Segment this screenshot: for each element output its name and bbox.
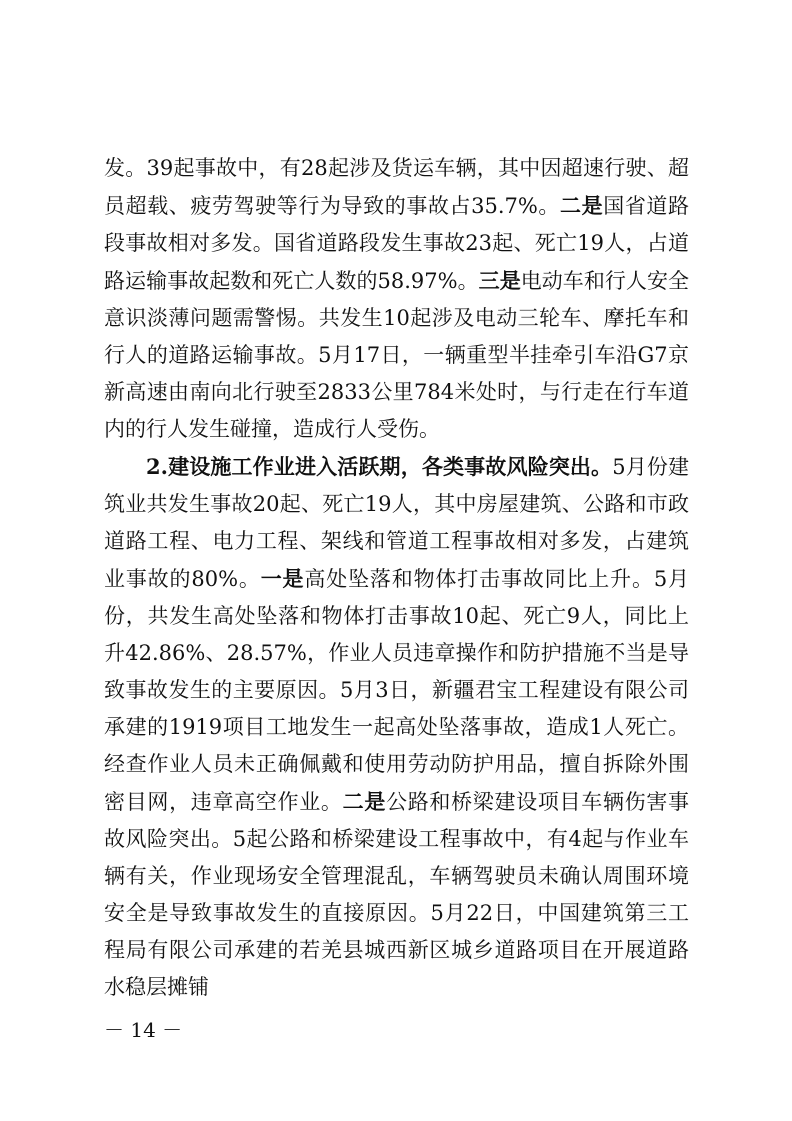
bold-marker-two: 二是 bbox=[342, 789, 387, 814]
text-segment: 电动车和行人安全意识淡薄问题需警惕。共发生10起涉及电动三轮车、摩托车和行人的道路运输事故。5月17日，一辆重型半挂牵引车沿G7京新高速由南向北行驶至2833公里784米处时，与行走在行车道内的行人发生碰撞，造成行人受伤。 bbox=[104, 269, 690, 441]
text-segment: 5月份建筑业共发生事故20起、死亡19人，其中房屋建筑、公路和市政道路工程、电力工程、架线和管道工程事故相对多发，占建筑业事故的80%。 bbox=[104, 455, 689, 591]
text-segment: 发。39起事故中，有28起涉及货运车辆，其中因超速行驶、超员超载、疲劳驾驶等行为导致的事故占35.7%。 bbox=[104, 156, 689, 218]
text-segment: 高处坠落和物体打击事故同比上升。5月份，共发生高处坠落和物体打击事故10起、死亡9人，同比上升42.86%、28.57%，作业人员违章操作和防护措施不当是导致事故发生的主要原因。5月3日，新疆君宝工程建设有限公司承建的1919项目工地发生一起高处坠落事故，造成1人死亡。经查作业人员未正确佩戴和使用劳动防护用品，擅自拆除外围密目网，违章高空作业。 bbox=[104, 567, 690, 814]
bold-marker-one: 一是 bbox=[260, 566, 305, 591]
bold-marker-three: 三是 bbox=[478, 268, 521, 293]
text-segment: 国省道路段事故相对多发。国省道路段发生事故23起、死亡19人，占道路运输事故起数和死亡人数的58.97%。 bbox=[104, 194, 690, 293]
paragraph-construction bbox=[104, 448, 689, 1006]
paragraph-road-transport bbox=[104, 150, 689, 448]
text-segment: 公路和桥梁建设项目车辆伤害事故风险突出。5起公路和桥梁建设工程事故中，有4起与作业车辆有关，作业现场安全管理混乱，车辆驾驶员未确认周围环境安全是导致事故发生的直接原因。5月22日，中国建筑第三工程局有限公司承建的若羌县城西新区城乡道路项目在开展道路水稳层摊铺 bbox=[104, 790, 690, 999]
section-heading: 2.建设施工作业进入活跃期，各类事故风险突出。 bbox=[146, 454, 613, 479]
page-number: － 14 － bbox=[104, 1018, 183, 1042]
bold-marker-two: 二是 bbox=[560, 193, 604, 218]
document-body bbox=[104, 150, 689, 1006]
